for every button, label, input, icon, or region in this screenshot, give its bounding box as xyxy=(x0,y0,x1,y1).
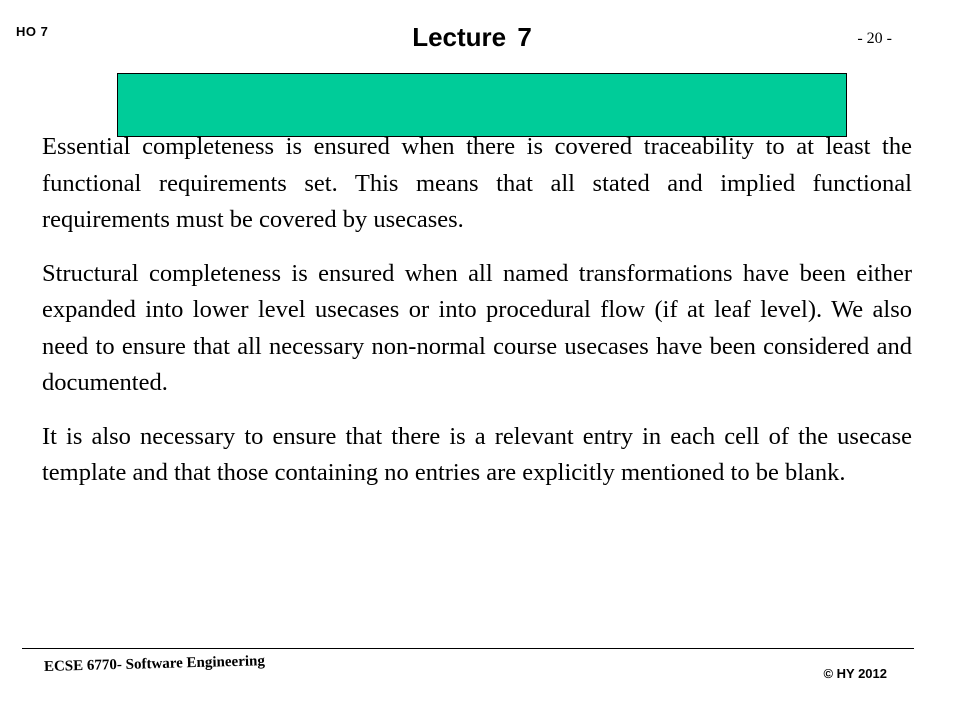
title-banner xyxy=(117,73,847,137)
footer-copyright: © HY 2012 xyxy=(823,666,887,681)
page-title: Lecture 7 xyxy=(412,22,532,52)
page-number: - 20 - xyxy=(857,30,892,47)
handout-label: HO 7 xyxy=(16,24,49,39)
body-text xyxy=(42,129,912,509)
footer-divider xyxy=(22,648,914,649)
paragraph-structural-completeness: Structural completeness is ensured when all named transformations have been either expanded into lower level usecases or into procedural flow (if at leaf level). We also need to ensure that all necessary non-normal course usecases have been considered and documented. xyxy=(42,259,912,396)
paragraph-template-entries: It is also necessary to ensure that there is a relevant entry in each cell of the usecase template and that those containing no entries are explicitly mentioned to be blank. xyxy=(42,422,912,486)
paragraph-essential-completeness: Essential completeness is ensured when there is covered traceability to at least the functional requirements set. This means that all stated and implied functional requirements must be covered by usecases. xyxy=(42,133,912,233)
footer-course: ECSE 6770- Software Engineering xyxy=(43,653,266,675)
